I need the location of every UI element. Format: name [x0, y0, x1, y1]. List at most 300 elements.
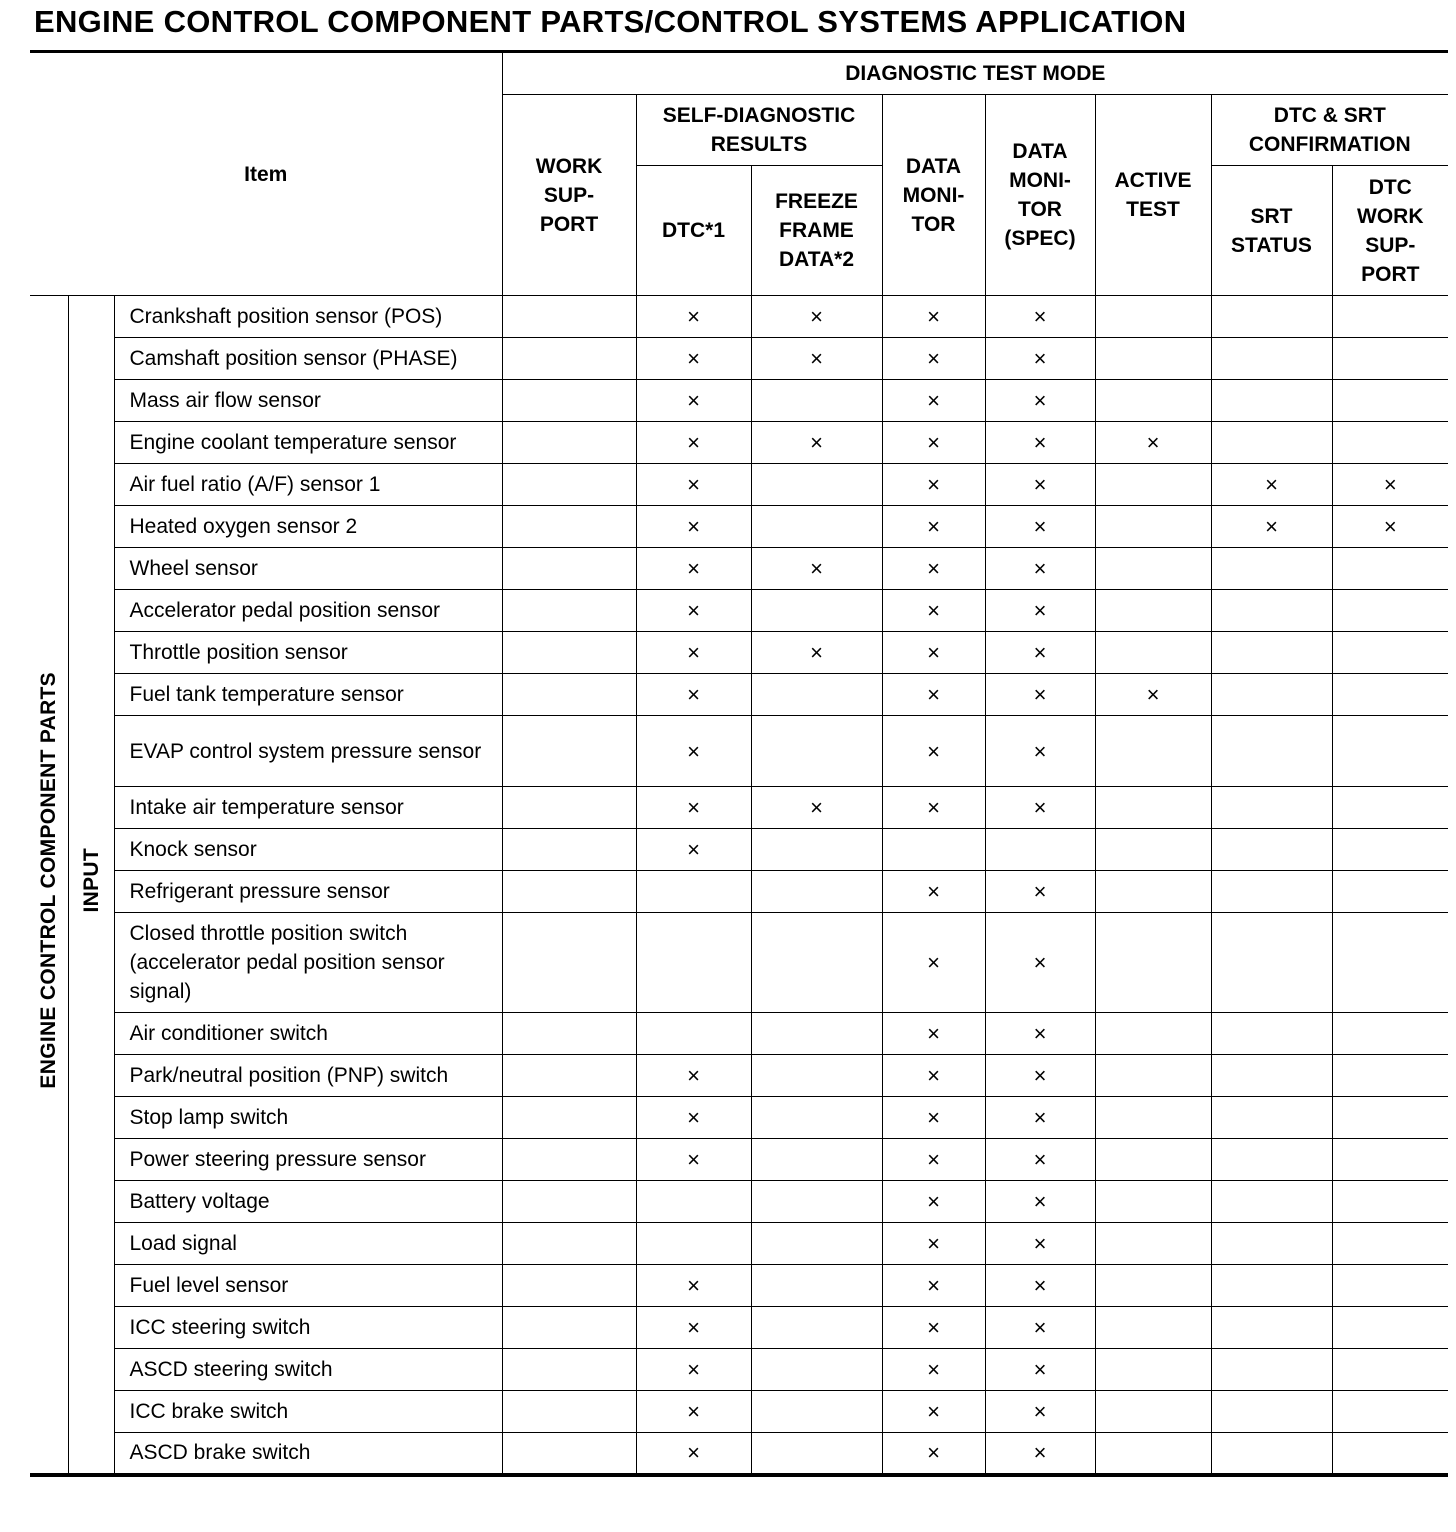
- table-row: [30, 1139, 1448, 1181]
- applicable-mark: ×: [1033, 1357, 1047, 1382]
- cell-freeze-frame: [751, 871, 882, 913]
- table-body: [30, 296, 1448, 1475]
- applicable-mark: ×: [927, 1357, 940, 1382]
- applicable-mark: ×: [687, 304, 700, 329]
- cell-work-support: [502, 829, 636, 871]
- cell-data-monitor-spec: [985, 338, 1095, 380]
- table-row: [30, 913, 1448, 1013]
- applicable-mark: ×: [1383, 514, 1397, 539]
- cell-dtc: [636, 1349, 751, 1391]
- cell-data-monitor: [882, 1223, 985, 1265]
- applicable-mark: ×: [687, 682, 700, 707]
- table-row: [30, 1433, 1448, 1475]
- cell-dtc-work-support: [1332, 1223, 1448, 1265]
- item-name: Mass air flow sensor: [114, 380, 502, 422]
- cell-freeze-frame: [751, 296, 882, 338]
- cell-dtc: [636, 1181, 751, 1223]
- cell-data-monitor: [882, 1139, 985, 1181]
- applicable-mark: ×: [927, 430, 940, 455]
- application-table-container: [30, 50, 1448, 1477]
- applicable-mark: ×: [1033, 388, 1047, 413]
- header-work-support: WORK SUP- PORT: [502, 95, 636, 296]
- cell-dtc-work-support: [1332, 871, 1448, 913]
- applicable-mark: ×: [1033, 879, 1047, 904]
- cell-dtc-work-support: [1332, 1139, 1448, 1181]
- cell-dtc-work-support: [1332, 787, 1448, 829]
- table-header: [30, 52, 1448, 296]
- cell-active-test: [1095, 913, 1211, 1013]
- applicable-mark: ×: [927, 1063, 940, 1088]
- cell-freeze-frame: [751, 674, 882, 716]
- cell-freeze-frame: [751, 422, 882, 464]
- applicable-mark: ×: [1265, 514, 1278, 539]
- cell-active-test: [1095, 1433, 1211, 1475]
- table-row: [30, 380, 1448, 422]
- cell-dtc-work-support: [1332, 464, 1448, 506]
- cell-data-monitor: [882, 380, 985, 422]
- cell-data-monitor: [882, 1433, 985, 1475]
- applicable-mark: ×: [1033, 640, 1047, 665]
- applicable-mark: ×: [1033, 514, 1047, 539]
- applicable-mark: ×: [1033, 1189, 1047, 1214]
- item-name: Load signal: [114, 1223, 502, 1265]
- cell-work-support: [502, 632, 636, 674]
- cell-dtc: [636, 1139, 751, 1181]
- cell-data-monitor-spec: [985, 787, 1095, 829]
- table-row: [30, 1181, 1448, 1223]
- table-row: [30, 506, 1448, 548]
- item-name: Crankshaft position sensor (POS): [114, 296, 502, 338]
- cell-data-monitor-spec: [985, 1391, 1095, 1433]
- cell-data-monitor-spec: [985, 1097, 1095, 1139]
- cell-data-monitor-spec: [985, 1265, 1095, 1307]
- table-row: [30, 1391, 1448, 1433]
- applicable-mark: ×: [927, 1315, 940, 1340]
- applicable-mark: ×: [927, 640, 940, 665]
- cell-data-monitor-spec: [985, 422, 1095, 464]
- category-label: ENGINE CONTROL COMPONENT PARTS: [37, 671, 61, 1089]
- cell-srt-status: [1211, 548, 1332, 590]
- applicable-mark: ×: [810, 556, 823, 581]
- header-diagnostic-test-mode: DIAGNOSTIC TEST MODE: [502, 52, 1448, 95]
- cell-data-monitor-spec: [985, 590, 1095, 632]
- cell-data-monitor-spec: [985, 716, 1095, 787]
- cell-dtc-work-support: [1332, 1013, 1448, 1055]
- cell-work-support: [502, 674, 636, 716]
- cell-active-test: [1095, 1013, 1211, 1055]
- header-srt-status: SRT STATUS: [1211, 166, 1332, 296]
- cell-active-test: [1095, 1307, 1211, 1349]
- cell-active-test: [1095, 590, 1211, 632]
- applicable-mark: ×: [1033, 950, 1047, 975]
- applicable-mark: ×: [927, 1021, 940, 1046]
- applicable-mark: ×: [1265, 472, 1278, 497]
- cell-dtc: [636, 674, 751, 716]
- cell-data-monitor: [882, 1181, 985, 1223]
- cell-dtc-work-support: [1332, 1265, 1448, 1307]
- cell-dtc: [636, 422, 751, 464]
- cell-dtc: [636, 829, 751, 871]
- applicable-mark: ×: [687, 1357, 700, 1382]
- cell-work-support: [502, 871, 636, 913]
- cell-work-support: [502, 1391, 636, 1433]
- cell-work-support: [502, 380, 636, 422]
- cell-data-monitor: [882, 871, 985, 913]
- cell-srt-status: [1211, 1265, 1332, 1307]
- cell-active-test: [1095, 829, 1211, 871]
- cell-data-monitor-spec: [985, 1013, 1095, 1055]
- cell-data-monitor-spec: [985, 464, 1095, 506]
- item-name: ICC brake switch: [114, 1391, 502, 1433]
- table-row: [30, 1055, 1448, 1097]
- header-data-monitor: DATA MONI- TOR: [882, 95, 985, 296]
- applicable-mark: ×: [927, 388, 940, 413]
- cell-work-support: [502, 787, 636, 829]
- applicable-mark: ×: [687, 472, 700, 497]
- cell-dtc: [636, 464, 751, 506]
- cell-dtc: [636, 787, 751, 829]
- cell-freeze-frame: [751, 1139, 882, 1181]
- cell-data-monitor-spec: [985, 1055, 1095, 1097]
- table-row: [30, 590, 1448, 632]
- item-name: Engine coolant temperature sensor: [114, 422, 502, 464]
- cell-dtc-work-support: [1332, 1055, 1448, 1097]
- cell-freeze-frame: [751, 1013, 882, 1055]
- cell-data-monitor-spec: [985, 632, 1095, 674]
- cell-srt-status: [1211, 1391, 1332, 1433]
- applicable-mark: ×: [1033, 1315, 1047, 1340]
- cell-data-monitor: [882, 1055, 985, 1097]
- cell-dtc-work-support: [1332, 380, 1448, 422]
- table-row: [30, 548, 1448, 590]
- cell-dtc: [636, 1097, 751, 1139]
- page-title: ENGINE CONTROL COMPONENT PARTS/CONTROL SYSTEMS APPLICATION: [34, 4, 1187, 39]
- table-row: [30, 674, 1448, 716]
- applicable-mark: ×: [927, 1273, 940, 1298]
- cell-work-support: [502, 1055, 636, 1097]
- item-name: Stop lamp switch: [114, 1097, 502, 1139]
- applicable-mark: ×: [927, 1147, 940, 1172]
- item-name: ASCD brake switch: [114, 1433, 502, 1475]
- cell-work-support: [502, 464, 636, 506]
- cell-dtc: [636, 913, 751, 1013]
- cell-work-support: [502, 1181, 636, 1223]
- cell-dtc: [636, 1391, 751, 1433]
- cell-freeze-frame: [751, 632, 882, 674]
- category-cell: [30, 296, 68, 1475]
- cell-data-monitor: [882, 1391, 985, 1433]
- applicable-mark: ×: [927, 472, 940, 497]
- cell-active-test: [1095, 422, 1211, 464]
- applicable-mark: ×: [687, 1440, 700, 1466]
- applicable-mark: ×: [810, 430, 823, 455]
- cell-work-support: [502, 716, 636, 787]
- cell-data-monitor: [882, 1097, 985, 1139]
- cell-freeze-frame: [751, 506, 882, 548]
- applicable-mark: ×: [687, 1147, 700, 1172]
- application-table: [30, 50, 1448, 1477]
- cell-freeze-frame: [751, 590, 882, 632]
- cell-data-monitor-spec: [985, 380, 1095, 422]
- cell-srt-status: [1211, 1307, 1332, 1349]
- applicable-mark: ×: [1033, 472, 1047, 497]
- applicable-mark: ×: [1033, 1063, 1047, 1088]
- applicable-mark: ×: [1033, 304, 1047, 329]
- applicable-mark: ×: [1033, 346, 1047, 371]
- cell-freeze-frame: [751, 787, 882, 829]
- cell-srt-status: [1211, 422, 1332, 464]
- cell-active-test: [1095, 1181, 1211, 1223]
- cell-dtc-work-support: [1332, 1391, 1448, 1433]
- table-row: [30, 1223, 1448, 1265]
- applicable-mark: ×: [1033, 795, 1047, 820]
- cell-data-monitor: [882, 548, 985, 590]
- cell-dtc-work-support: [1332, 548, 1448, 590]
- applicable-mark: ×: [1033, 556, 1047, 581]
- applicable-mark: ×: [687, 430, 700, 455]
- cell-dtc: [636, 338, 751, 380]
- cell-active-test: [1095, 464, 1211, 506]
- cell-active-test: [1095, 1055, 1211, 1097]
- item-name: Wheel sensor: [114, 548, 502, 590]
- table-row: [30, 1349, 1448, 1391]
- header-data-monitor-spec: DATA MONI- TOR (SPEC): [985, 95, 1095, 296]
- cell-freeze-frame: [751, 1433, 882, 1475]
- table-row: [30, 464, 1448, 506]
- applicable-mark: ×: [687, 1105, 700, 1130]
- cell-dtc: [636, 716, 751, 787]
- cell-work-support: [502, 548, 636, 590]
- applicable-mark: ×: [927, 1105, 940, 1130]
- item-name: Power steering pressure sensor: [114, 1139, 502, 1181]
- cell-freeze-frame: [751, 1181, 882, 1223]
- item-name: Refrigerant pressure sensor: [114, 871, 502, 913]
- subcategory-cell: [68, 296, 114, 1475]
- table-row: [30, 829, 1448, 871]
- cell-freeze-frame: [751, 829, 882, 871]
- applicable-mark: ×: [687, 1063, 700, 1088]
- cell-srt-status: [1211, 338, 1332, 380]
- cell-active-test: [1095, 871, 1211, 913]
- item-name: ASCD steering switch: [114, 1349, 502, 1391]
- cell-srt-status: [1211, 1097, 1332, 1139]
- applicable-mark: ×: [1033, 1147, 1047, 1172]
- applicable-mark: ×: [687, 1399, 700, 1424]
- applicable-mark: ×: [810, 795, 823, 820]
- cell-active-test: [1095, 296, 1211, 338]
- cell-data-monitor: [882, 464, 985, 506]
- applicable-mark: ×: [687, 795, 700, 820]
- cell-data-monitor-spec: [985, 829, 1095, 871]
- cell-data-monitor: [882, 829, 985, 871]
- cell-data-monitor: [882, 632, 985, 674]
- cell-work-support: [502, 1097, 636, 1139]
- cell-srt-status: [1211, 787, 1332, 829]
- cell-dtc-work-support: [1332, 296, 1448, 338]
- cell-data-monitor-spec: [985, 506, 1095, 548]
- cell-freeze-frame: [751, 338, 882, 380]
- cell-work-support: [502, 590, 636, 632]
- applicable-mark: ×: [927, 795, 940, 820]
- item-name: Heated oxygen sensor 2: [114, 506, 502, 548]
- cell-dtc: [636, 548, 751, 590]
- applicable-mark: ×: [927, 556, 940, 581]
- applicable-mark: ×: [1033, 1273, 1047, 1298]
- applicable-mark: ×: [1146, 430, 1160, 455]
- item-name: Camshaft position sensor (PHASE): [114, 338, 502, 380]
- cell-data-monitor-spec: [985, 1139, 1095, 1181]
- cell-dtc-work-support: [1332, 1307, 1448, 1349]
- cell-srt-status: [1211, 913, 1332, 1013]
- applicable-mark: ×: [810, 346, 823, 371]
- cell-work-support: [502, 1265, 636, 1307]
- cell-dtc: [636, 1223, 751, 1265]
- cell-data-monitor: [882, 1265, 985, 1307]
- cell-freeze-frame: [751, 1391, 882, 1433]
- applicable-mark: ×: [687, 598, 700, 623]
- applicable-mark: ×: [927, 1231, 940, 1256]
- cell-dtc-work-support: [1332, 674, 1448, 716]
- cell-freeze-frame: [751, 1349, 882, 1391]
- applicable-mark: ×: [927, 879, 940, 904]
- header-active-test: ACTIVE TEST: [1095, 95, 1211, 296]
- cell-data-monitor: [882, 1307, 985, 1349]
- cell-data-monitor-spec: [985, 1349, 1095, 1391]
- applicable-mark: ×: [1033, 1021, 1047, 1046]
- cell-srt-status: [1211, 716, 1332, 787]
- cell-active-test: [1095, 674, 1211, 716]
- cell-freeze-frame: [751, 1265, 882, 1307]
- applicable-mark: ×: [687, 837, 700, 862]
- table-row: [30, 1307, 1448, 1349]
- applicable-mark: ×: [1033, 682, 1047, 707]
- applicable-mark: ×: [927, 738, 940, 764]
- cell-data-monitor: [882, 422, 985, 464]
- cell-freeze-frame: [751, 913, 882, 1013]
- cell-data-monitor: [882, 716, 985, 787]
- cell-work-support: [502, 296, 636, 338]
- cell-data-monitor-spec: [985, 1307, 1095, 1349]
- cell-data-monitor-spec: [985, 1433, 1095, 1475]
- cell-data-monitor: [882, 674, 985, 716]
- cell-freeze-frame: [751, 1055, 882, 1097]
- applicable-mark: ×: [927, 682, 940, 707]
- applicable-mark: ×: [1033, 598, 1047, 623]
- cell-dtc: [636, 1055, 751, 1097]
- header-freeze-frame: FREEZE FRAME DATA*2: [751, 166, 882, 296]
- item-name: Intake air temperature sensor: [114, 787, 502, 829]
- item-name: Air fuel ratio (A/F) sensor 1: [114, 464, 502, 506]
- table-row: [30, 871, 1448, 913]
- cell-srt-status: [1211, 1181, 1332, 1223]
- cell-freeze-frame: [751, 716, 882, 787]
- cell-data-monitor-spec: [985, 674, 1095, 716]
- cell-dtc: [636, 1307, 751, 1349]
- cell-dtc: [636, 632, 751, 674]
- applicable-mark: ×: [810, 304, 823, 329]
- cell-active-test: [1095, 1139, 1211, 1181]
- cell-work-support: [502, 1139, 636, 1181]
- cell-work-support: [502, 422, 636, 464]
- cell-dtc-work-support: [1332, 1349, 1448, 1391]
- applicable-mark: ×: [927, 1399, 940, 1424]
- item-name: Accelerator pedal position sensor: [114, 590, 502, 632]
- item-name: Knock sensor: [114, 829, 502, 871]
- cell-dtc-work-support: [1332, 1181, 1448, 1223]
- cell-srt-status: [1211, 1349, 1332, 1391]
- cell-freeze-frame: [751, 548, 882, 590]
- cell-dtc: [636, 506, 751, 548]
- applicable-mark: ×: [1383, 472, 1397, 497]
- applicable-mark: ×: [927, 304, 940, 329]
- cell-dtc: [636, 296, 751, 338]
- cell-dtc: [636, 1265, 751, 1307]
- cell-dtc: [636, 871, 751, 913]
- cell-srt-status: [1211, 464, 1332, 506]
- cell-data-monitor-spec: [985, 296, 1095, 338]
- cell-srt-status: [1211, 1223, 1332, 1265]
- applicable-mark: ×: [1146, 682, 1160, 707]
- cell-data-monitor: [882, 590, 985, 632]
- applicable-mark: ×: [927, 514, 940, 539]
- applicable-mark: ×: [1033, 1105, 1047, 1130]
- item-name: EVAP control system pressure sensor: [114, 716, 502, 787]
- item-name: Park/neutral position (PNP) switch: [114, 1055, 502, 1097]
- cell-active-test: [1095, 506, 1211, 548]
- cell-freeze-frame: [751, 380, 882, 422]
- item-name: Fuel level sensor: [114, 1265, 502, 1307]
- item-name: Closed throttle position switch (accelerator pedal position sensor signal): [114, 913, 502, 1013]
- cell-srt-status: [1211, 380, 1332, 422]
- cell-work-support: [502, 1307, 636, 1349]
- cell-active-test: [1095, 632, 1211, 674]
- cell-active-test: [1095, 1349, 1211, 1391]
- item-name: Fuel tank temperature sensor: [114, 674, 502, 716]
- cell-data-monitor: [882, 787, 985, 829]
- cell-srt-status: [1211, 1139, 1332, 1181]
- cell-data-monitor-spec: [985, 1223, 1095, 1265]
- cell-dtc-work-support: [1332, 829, 1448, 871]
- cell-srt-status: [1211, 296, 1332, 338]
- applicable-mark: ×: [927, 598, 940, 623]
- cell-work-support: [502, 338, 636, 380]
- cell-srt-status: [1211, 1433, 1332, 1475]
- cell-srt-status: [1211, 590, 1332, 632]
- cell-work-support: [502, 913, 636, 1013]
- applicable-mark: ×: [927, 950, 940, 975]
- cell-data-monitor: [882, 506, 985, 548]
- applicable-mark: ×: [687, 1273, 700, 1298]
- header-dtc: DTC*1: [636, 166, 751, 296]
- cell-active-test: [1095, 787, 1211, 829]
- cell-work-support: [502, 1433, 636, 1475]
- cell-srt-status: [1211, 1055, 1332, 1097]
- cell-dtc-work-support: [1332, 590, 1448, 632]
- cell-dtc-work-support: [1332, 1433, 1448, 1475]
- cell-data-monitor: [882, 296, 985, 338]
- applicable-mark: ×: [927, 1189, 940, 1214]
- cell-dtc-work-support: [1332, 422, 1448, 464]
- table-row: [30, 1265, 1448, 1307]
- cell-dtc: [636, 1013, 751, 1055]
- table-row: [30, 1097, 1448, 1139]
- table-row: [30, 296, 1448, 338]
- cell-dtc-work-support: [1332, 632, 1448, 674]
- applicable-mark: ×: [810, 640, 823, 665]
- cell-dtc-work-support: [1332, 1097, 1448, 1139]
- cell-active-test: [1095, 1223, 1211, 1265]
- cell-active-test: [1095, 338, 1211, 380]
